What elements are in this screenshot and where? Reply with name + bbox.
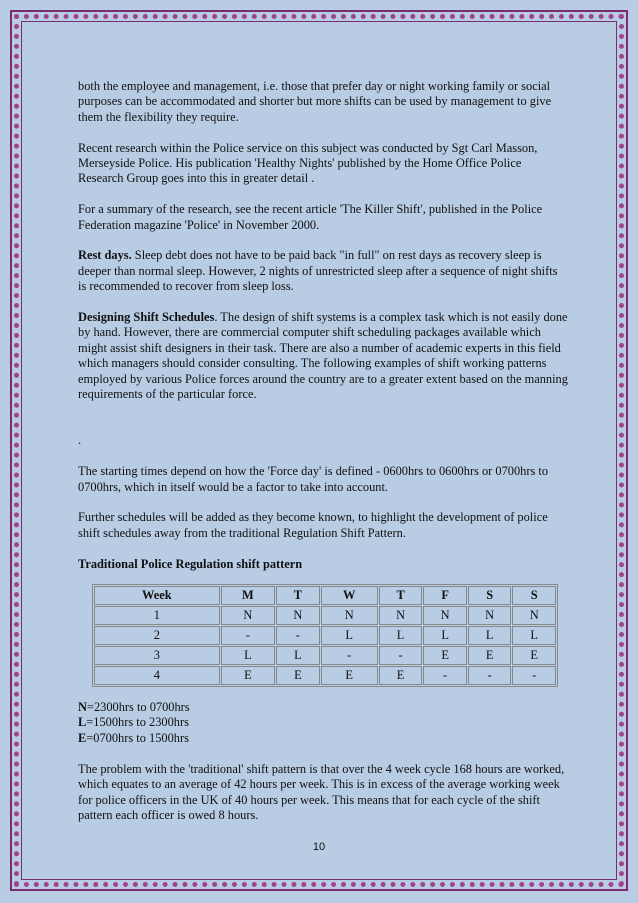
table-cell: E [276,666,320,685]
table-header-row [94,586,556,605]
table-row [94,626,556,645]
table-cell: N [276,606,320,625]
shift-pattern-table [92,584,558,687]
document-body [78,79,568,839]
paragraph-research: Recent research within the Police service on this subject was conducted by Sgt Carl Masson, Merseyside Police. His publication 'Healthy Nights' published by the Home Office Police Research Group goes into this in greater detail . [78,140,538,186]
table-cell: L [468,626,512,645]
legend-key: N [78,700,87,715]
table-title: Traditional Police Regulation shift pattern [78,556,303,571]
paragraph-starting-times: The starting times depend on how the 'Force day' is defined - 0600hrs to 0600hrs or 0700hrs to 0700hrs, which in itself would be a factor to take into account. [78,464,549,494]
table-row [94,606,556,625]
table-cell: 2 [94,626,220,645]
table-cell: E [423,646,467,665]
table-cell: E [379,666,423,685]
header-cell: W [321,586,378,605]
table-cell: E [468,646,512,665]
paragraph-designing [78,310,568,402]
designing-body: . The design of shift systems is a complex task which is not easily done by hand. However, there are commercial computer shift scheduling packages available which might assist shift designers in their task. There are also a number of academic experts in this field which managers should consider consulting. The following examples of shift working patterns employed by various Police forces around the country are to a greater extent based on the manning requirements of the particular force. [78,310,568,402]
table-cell: N [379,606,423,625]
table-cell: 3 [94,646,220,665]
table-cell: - [321,646,378,665]
table-cell: - [423,666,467,685]
page-number: 10 [312,841,326,853]
table-cell: N [321,606,378,625]
legend-value: =0700hrs to 1500hrs [86,730,189,745]
table-cell: E [221,666,275,685]
table-cell: N [423,606,467,625]
table-cell: L [423,626,467,645]
table-cell: - [468,666,512,685]
paragraph-summary: For a summary of the research, see the recent article 'The Killer Shift', published in the Police Federation magazine 'Police' in November 2000. [78,202,543,232]
legend-value: =1500hrs to 2300hrs [86,715,189,730]
header-cell: M [221,586,275,605]
paragraph-flexibility: both the employee and management, i.e. those that prefer day or night working family or social purposes can be accommodated and shorter but more shifts can be used by management to give them the flexibility they require. [78,79,552,124]
table-row [94,666,556,685]
paragraph-further-schedules: Further schedules will be added as they become known, to highlight the development of police shift schedules away from the traditional Regulation Shift Pattern. [78,510,548,540]
table-cell: 1 [94,606,220,625]
header-cell: S [512,586,556,605]
table-cell: L [512,626,556,645]
table-cell: L [321,626,378,645]
legend-item [78,715,568,730]
table-cell: L [276,646,320,665]
table-cell: - [276,626,320,645]
designing-heading: Designing Shift Schedules [78,310,215,325]
table-cell: 4 [94,666,220,685]
legend-item [78,731,568,746]
header-cell: T [379,586,423,605]
table-row [94,646,556,665]
legend-key: L [78,715,87,730]
header-cell: S [468,586,512,605]
table-cell: E [512,646,556,665]
table-cell: - [379,646,423,665]
table-cell: N [468,606,512,625]
rest-days-body: Sleep debt does not have to be paid back "in full" on rest days as recovery sleep is deeper than normal sleep. However, 2 nights of unrestricted sleep after a sequence of night shifts is recommended to recover from sleep loss. [78,248,558,294]
table-cell: L [221,646,275,665]
table-cell: N [512,606,556,625]
table-cell: E [321,666,378,685]
legend-key: E [78,730,87,745]
header-cell: Week [94,586,220,605]
table-cell: L [379,626,423,645]
table-cell: - [512,666,556,685]
paragraph-dot: . [78,433,82,448]
paragraph-problem: The problem with the 'traditional' shift pattern is that over the 4 week cycle 168 hours are worked, which equates to an average of 42 hours per week. This is in excess of the average working week for police officers in the UK of 40 hours per week. This means that for each cycle of the shift pattern each officer is owed 8 hours. [78,761,565,822]
rest-days-heading: Rest days. [78,248,132,263]
header-cell: F [423,586,467,605]
header-cell: T [276,586,320,605]
shift-legend [78,700,568,746]
legend-item [78,700,568,715]
table-cell: - [221,626,275,645]
paragraph-rest-days [78,248,568,294]
legend-value: =2300hrs to 0700hrs [86,700,190,715]
table-cell: N [221,606,275,625]
